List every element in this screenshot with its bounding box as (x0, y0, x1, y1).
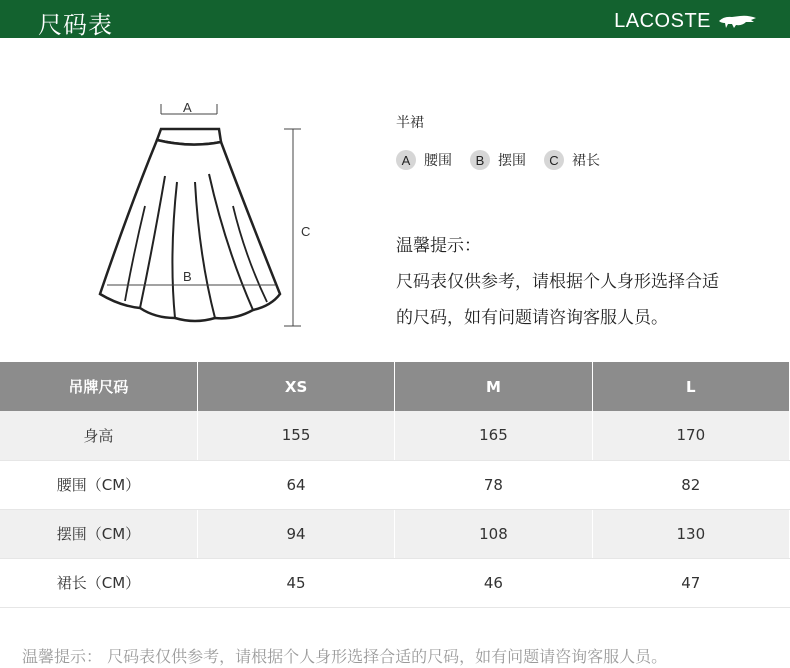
column-header: XS (197, 362, 394, 411)
skirt-diagram (95, 96, 335, 336)
table-cell: 108 (395, 509, 592, 558)
table-cell: 腰围（CM） (0, 460, 197, 509)
table-cell: 摆围（CM） (0, 509, 197, 558)
tip-line: 尺码表仅供参考，请根据个人身形选择合适 (396, 272, 719, 292)
table-cell: 47 (592, 558, 789, 607)
legend-label: 裙长 (572, 153, 600, 169)
badge-b: B (470, 150, 490, 170)
tip-block (396, 228, 719, 336)
table-row (0, 460, 790, 509)
crocodile-logo-icon (718, 12, 758, 30)
legend-item-length (544, 150, 600, 170)
table-cell: 82 (592, 460, 789, 509)
legend-title: 半裙 (396, 115, 424, 131)
legend-label: 腰围 (424, 153, 452, 169)
table-cell: 裙长（CM） (0, 558, 197, 607)
table-cell: 64 (197, 460, 394, 509)
legend-item-hem (470, 150, 526, 170)
footer-note: 温馨提示： 尺码表仅供参考，请根据个人身形选择合适的尺码，如有问题请咨询客服人员。 (22, 647, 668, 666)
table-header-row (0, 362, 790, 411)
badge-c: C (544, 150, 564, 170)
table-cell: 165 (395, 411, 592, 460)
table-cell: 170 (592, 411, 789, 460)
measurement-legend (396, 112, 618, 170)
table-cell: 46 (395, 558, 592, 607)
label-c: C (301, 224, 311, 239)
table-row (0, 558, 790, 607)
table-cell: 身高 (0, 411, 197, 460)
legend-item-waist (396, 150, 452, 170)
table-cell: 155 (197, 411, 394, 460)
label-b: B (183, 269, 192, 284)
header-bar (0, 0, 790, 38)
tip-line: 的尺码，如有问题请咨询客服人员。 (396, 308, 668, 328)
column-header: M (395, 362, 592, 411)
page-title: 尺码表 (38, 11, 113, 39)
table-cell: 45 (197, 558, 394, 607)
table-cell: 78 (395, 460, 592, 509)
table-cell: 94 (197, 509, 394, 558)
label-a: A (183, 100, 192, 115)
legend-label: 摆围 (498, 153, 526, 169)
column-header: L (592, 362, 789, 411)
table-row (0, 509, 790, 558)
brand-name: LACOSTE (614, 10, 711, 32)
tip-heading: 温馨提示： (396, 236, 481, 256)
column-header: 吊牌尺码 (0, 362, 197, 411)
badge-a: A (396, 150, 416, 170)
table-cell: 130 (592, 509, 789, 558)
size-table (0, 362, 790, 608)
table-row (0, 411, 790, 460)
